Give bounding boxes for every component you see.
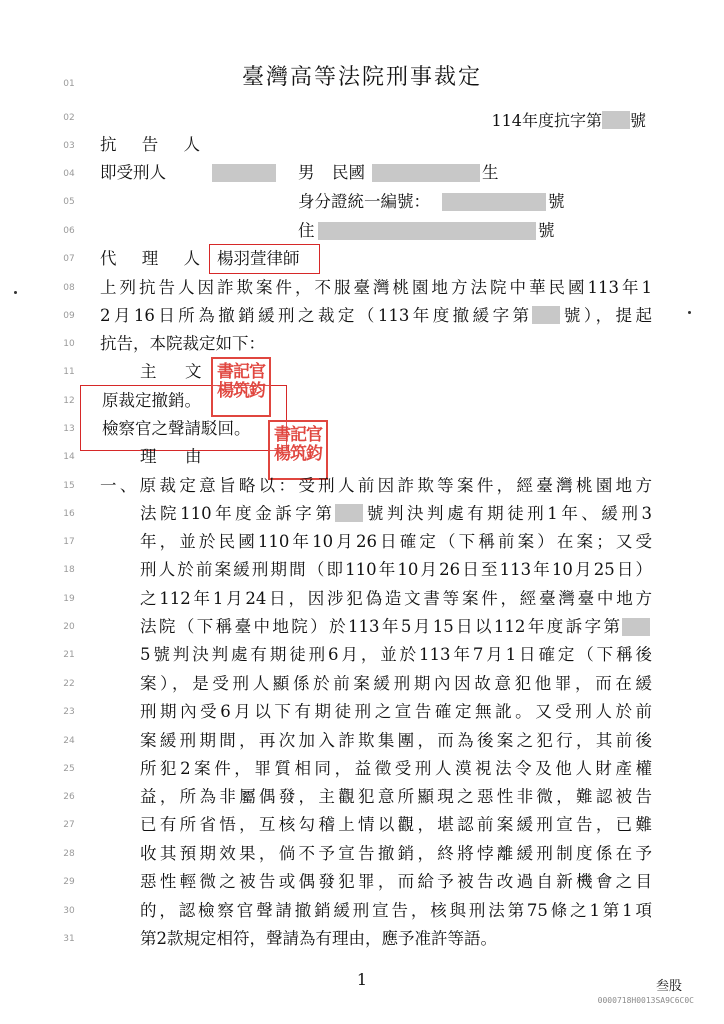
line-number: 08 [63, 283, 75, 293]
body-line: 的，認檢察官聲請撤銷緩刑宣告，核與刑法第75條之1第1項 [140, 901, 652, 920]
line-number: 23 [63, 707, 75, 717]
redaction-block [318, 222, 536, 240]
page-number: 1 [356, 970, 368, 989]
line-number: 05 [63, 197, 75, 207]
body-line: 5號判決判處有期徒刑6月，並於113年7月1日確定（下稱後 [140, 645, 652, 664]
line-number: 27 [63, 820, 75, 830]
redaction-block [372, 164, 480, 182]
appellant-label: 抗 告 人 [100, 135, 210, 154]
line-number: 04 [63, 169, 75, 179]
body-line: 一、原裁定意旨略以：受刑人前因詐欺等案件，經臺灣桃園地方 [100, 476, 652, 495]
body-line: 刑期內受6月以下有期徒刑之宣告確定無訛。又受刑人於前 [140, 702, 652, 721]
line-number: 16 [63, 509, 75, 519]
body-line: 已有所省悟，互核勾稽上情以觀，堪認前案緩刑宣告，已難 [140, 815, 652, 834]
main-text-heading: 主 文 [140, 362, 208, 381]
highlight-box [209, 244, 320, 274]
line-number: 18 [63, 565, 75, 575]
defendant-label: 即受刑人 [100, 163, 166, 182]
line-number: 30 [63, 906, 75, 916]
body-line: 惡性輕微之被告或偶發犯罪，而給予被告改過自新機會之目 [140, 872, 652, 891]
line-number: 24 [63, 736, 75, 746]
scan-speck [688, 311, 691, 314]
clerk-seal: 書記官 楊筑鈞 [211, 357, 271, 417]
case-number: 114年度抗字第 號 [491, 111, 646, 130]
reasons-heading: 理 由 [140, 447, 208, 466]
document-title: 臺灣高等法院刑事裁定 [241, 65, 482, 90]
body-line: 收其預期效果，倘不予宣告撤銷，終將悖離緩刑制度係在予 [140, 844, 652, 863]
redaction-block [212, 164, 276, 182]
redaction-block [442, 193, 546, 211]
body-line: 第2款規定相符，聲請為有理由，應予准許等語。 [140, 929, 497, 948]
line-number: 29 [63, 877, 75, 887]
body-line: 益，所為非屬偶發，主觀犯意所顯現之惡性非微，難認被告 [140, 787, 652, 806]
line-number: 01 [63, 79, 75, 89]
ruling-item: 原裁定撤銷。 [102, 391, 201, 410]
gender-text: 男 [298, 163, 315, 182]
body-line: 法院（下稱臺中地院）於113年5月15日以112年度訴字第 [140, 617, 620, 636]
agent-label: 代 理 人 [100, 249, 210, 268]
intro-line: 2月16日所為撤銷緩刑之裁定（113年度撤緩字第 號），提起 [100, 306, 652, 325]
line-number: 13 [63, 424, 75, 434]
line-number: 02 [63, 113, 75, 123]
redaction-block [602, 111, 630, 129]
line-number: 10 [63, 339, 75, 349]
line-number: 25 [63, 764, 75, 774]
agent-name: 楊羽萱律師 [217, 249, 300, 268]
line-number: 17 [63, 537, 75, 547]
ruling-item: 檢察官之聲請駁回。 [102, 419, 251, 438]
address-suffix: 號 [538, 221, 555, 240]
birth-label: 民國 [332, 163, 365, 182]
document-code: 0000718H0013SA9C6C0C [597, 996, 694, 1005]
line-number: 15 [63, 481, 75, 491]
line-number: 19 [63, 594, 75, 604]
id-label: 身分證統一編號： [298, 192, 430, 211]
line-number: 22 [63, 679, 75, 689]
body-line: 之112年1月24日，因涉犯偽造文書等案件，經臺灣臺中地方 [140, 589, 652, 608]
line-number: 03 [63, 141, 75, 151]
line-number: 07 [63, 254, 75, 264]
line-number: 26 [63, 792, 75, 802]
body-line: 法院110年度金訴字第 號判決判處有期徒刑1年、緩刑3 [140, 504, 652, 523]
intro-line: 抗告，本院裁定如下： [100, 334, 265, 353]
line-number: 31 [63, 934, 75, 944]
body-line: 案緩刑期間，再次加入詐欺集團，而為後案之犯行，其前後 [140, 731, 652, 750]
line-number: 12 [63, 396, 75, 406]
copy-label: 叁股 [655, 979, 682, 994]
redaction-block [622, 618, 650, 636]
id-suffix: 號 [548, 192, 565, 211]
line-number: 20 [63, 622, 75, 632]
scan-speck [14, 291, 17, 294]
birth-suffix: 生 [482, 163, 499, 182]
body-line: 案），是受刑人顯係於前案緩刑期內因故意犯他罪，而在緩 [140, 674, 652, 693]
body-line: 所犯2案件，罪質相同，益徵受刑人漠視法令及他人財產權 [140, 759, 652, 778]
line-number: 11 [63, 367, 75, 377]
body-line: 刑人於前案緩刑期間（即110年10月26日至113年10月25日） [140, 560, 652, 579]
line-number: 09 [63, 311, 75, 321]
line-number: 14 [63, 452, 75, 462]
line-number: 06 [63, 226, 75, 236]
clerk-seal: 書記官 楊筑鈞 [268, 420, 328, 480]
redaction-block [335, 504, 363, 522]
redaction-block [532, 306, 560, 324]
address-label: 住 [298, 221, 315, 240]
line-number: 28 [63, 849, 75, 859]
intro-line: 上列抗告人因詐欺案件，不服臺灣桃園地方法院中華民國113年1 [100, 278, 652, 297]
body-line: 年，並於民國110年10月26日確定（下稱前案）在案；又受 [140, 532, 652, 551]
line-number: 21 [63, 650, 75, 660]
